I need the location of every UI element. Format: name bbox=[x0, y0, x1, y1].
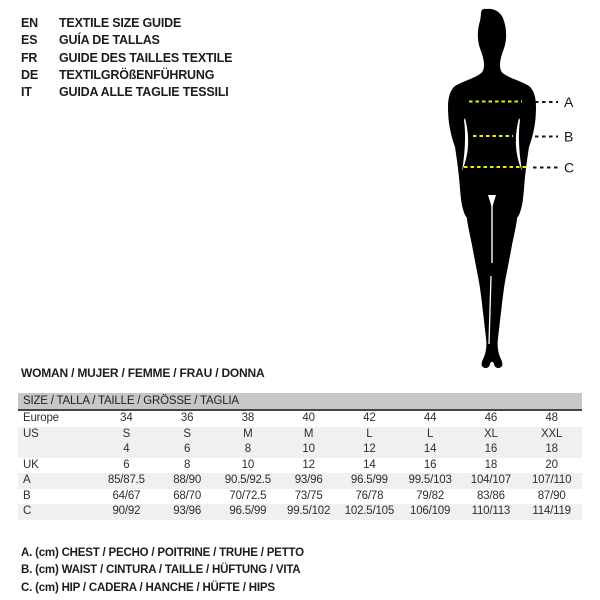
table-cell: 14 bbox=[363, 458, 376, 471]
table-cell: 73/75 bbox=[294, 489, 323, 502]
lang-title: TEXTILE SIZE GUIDE bbox=[59, 16, 182, 30]
lang-row-en bbox=[21, 15, 232, 32]
table-cell: 64/67 bbox=[112, 489, 141, 502]
lang-row-fr bbox=[21, 50, 232, 67]
table-cell: 36 bbox=[180, 412, 194, 424]
chest-marker-label: A bbox=[564, 94, 574, 110]
table-cell: 40 bbox=[302, 412, 315, 424]
size-table bbox=[18, 393, 582, 520]
woman-heading: WOMAN / MUJER / FEMME / FRAU / DONNA bbox=[21, 366, 265, 380]
table-cell: 70/72.5 bbox=[229, 489, 267, 502]
table-cell: 110/113 bbox=[461, 504, 522, 520]
lang-code: ES bbox=[21, 33, 38, 48]
lang-title: GUIDA ALLE TAGLIE TESSILI bbox=[59, 85, 229, 100]
measurement-figure bbox=[410, 0, 600, 385]
table-cell: M bbox=[218, 427, 279, 443]
table-cell: 93/96 bbox=[157, 504, 218, 520]
table-cell: 8 bbox=[218, 442, 279, 458]
table-cell: 88/90 bbox=[157, 473, 218, 489]
table-row-hip bbox=[18, 504, 582, 520]
table-cell: 87/90 bbox=[537, 489, 566, 502]
table-cell: 106/109 bbox=[400, 504, 461, 520]
table-cell: XL bbox=[461, 427, 522, 443]
table-cell: 79/82 bbox=[416, 489, 445, 502]
row-label: Europe bbox=[23, 412, 59, 424]
table-cell: 114/119 bbox=[521, 504, 582, 520]
lang-code: EN bbox=[21, 16, 38, 30]
legend-chest: A. (cm) CHEST / PECHO / POITRINE / TRUHE / PETTO bbox=[21, 547, 304, 559]
table-cell: S bbox=[157, 427, 218, 443]
table-row-waist bbox=[18, 489, 582, 505]
legend-hip: C. (cm) HIP / CADERA / HANCHE / HÜFTE / HIPS bbox=[21, 581, 275, 594]
row-label: C bbox=[18, 504, 96, 520]
table-cell: 16 bbox=[423, 458, 437, 471]
table-cell: 102.5/105 bbox=[339, 504, 400, 520]
measurement-legend bbox=[21, 545, 304, 597]
table-cell: 90.5/92.5 bbox=[218, 473, 279, 489]
table-cell: 48 bbox=[545, 412, 558, 424]
table-row-chest bbox=[18, 473, 582, 489]
table-row-europe bbox=[18, 410, 582, 427]
table-cell: 83/86 bbox=[476, 489, 505, 502]
table-cell: 42 bbox=[363, 412, 376, 424]
table-cell: 4 bbox=[96, 442, 157, 458]
table-cell: 76/78 bbox=[355, 489, 384, 502]
table-cell: 14 bbox=[400, 442, 461, 458]
lang-code: FR bbox=[21, 50, 38, 65]
lang-code: DE bbox=[21, 67, 38, 82]
size-table-title: SIZE / TALLA / TAILLE / GRÖSSE / TAGLIA bbox=[18, 393, 582, 410]
table-cell: XXL bbox=[521, 427, 582, 443]
lang-row-es bbox=[21, 32, 232, 49]
table-cell: 12 bbox=[302, 458, 315, 471]
table-cell: L bbox=[339, 427, 400, 443]
hip-marker-label: C bbox=[564, 159, 575, 176]
table-cell: 8 bbox=[184, 458, 191, 471]
table-cell: 68/70 bbox=[173, 489, 202, 502]
table-cell: 38 bbox=[241, 412, 255, 424]
lang-row-it bbox=[21, 84, 232, 101]
table-cell: 16 bbox=[461, 442, 522, 458]
table-row-us-numbers bbox=[18, 442, 582, 458]
table-cell: 99.5/103 bbox=[400, 473, 461, 489]
size-table-header-row bbox=[18, 393, 582, 410]
lang-title: GUÍA DE TALLAS bbox=[59, 33, 160, 48]
table-row-uk bbox=[18, 458, 582, 474]
language-header bbox=[21, 15, 232, 101]
row-label: A bbox=[18, 473, 96, 489]
table-cell: 20 bbox=[545, 458, 558, 471]
row-label bbox=[18, 442, 96, 458]
table-cell: 10 bbox=[278, 442, 339, 458]
table-cell: 18 bbox=[521, 442, 582, 458]
waist-marker-label: B bbox=[564, 128, 574, 145]
lang-row-de bbox=[21, 67, 232, 84]
table-cell: M bbox=[278, 427, 339, 443]
table-cell: S bbox=[96, 427, 157, 443]
lang-title: GUIDE DES TAILLES TEXTILE bbox=[59, 50, 233, 65]
table-cell: 34 bbox=[120, 412, 133, 424]
table-row-us-letters bbox=[18, 427, 582, 443]
table-cell: 18 bbox=[484, 458, 498, 471]
table-cell: 12 bbox=[339, 442, 400, 458]
table-cell: 85/87.5 bbox=[96, 473, 157, 489]
lang-code: IT bbox=[21, 85, 32, 100]
row-label: US bbox=[18, 427, 96, 443]
table-cell: 93/96 bbox=[278, 473, 339, 489]
table-cell: 44 bbox=[423, 412, 437, 424]
table-cell: 104/107 bbox=[461, 473, 522, 489]
table-cell: 6 bbox=[123, 458, 130, 471]
table-cell: 96.5/99 bbox=[339, 473, 400, 489]
female-silhouette bbox=[448, 9, 536, 368]
table-cell: 96.5/99 bbox=[218, 504, 279, 520]
row-label: B bbox=[23, 489, 31, 502]
table-cell: 107/110 bbox=[521, 473, 582, 489]
table-cell: L bbox=[400, 427, 461, 443]
lang-title: TEXTILGRÖßENFÜHRUNG bbox=[59, 67, 215, 82]
row-label: UK bbox=[23, 458, 39, 471]
legend-waist: B. (cm) WAIST / CINTURA / TAILLE / HÜFTUNG / VITA bbox=[21, 564, 301, 577]
table-cell: 46 bbox=[484, 412, 498, 424]
table-cell: 99.5/102 bbox=[278, 504, 339, 520]
table-cell: 90/92 bbox=[96, 504, 157, 520]
table-cell: 10 bbox=[241, 458, 255, 471]
table-cell: 6 bbox=[157, 442, 218, 458]
